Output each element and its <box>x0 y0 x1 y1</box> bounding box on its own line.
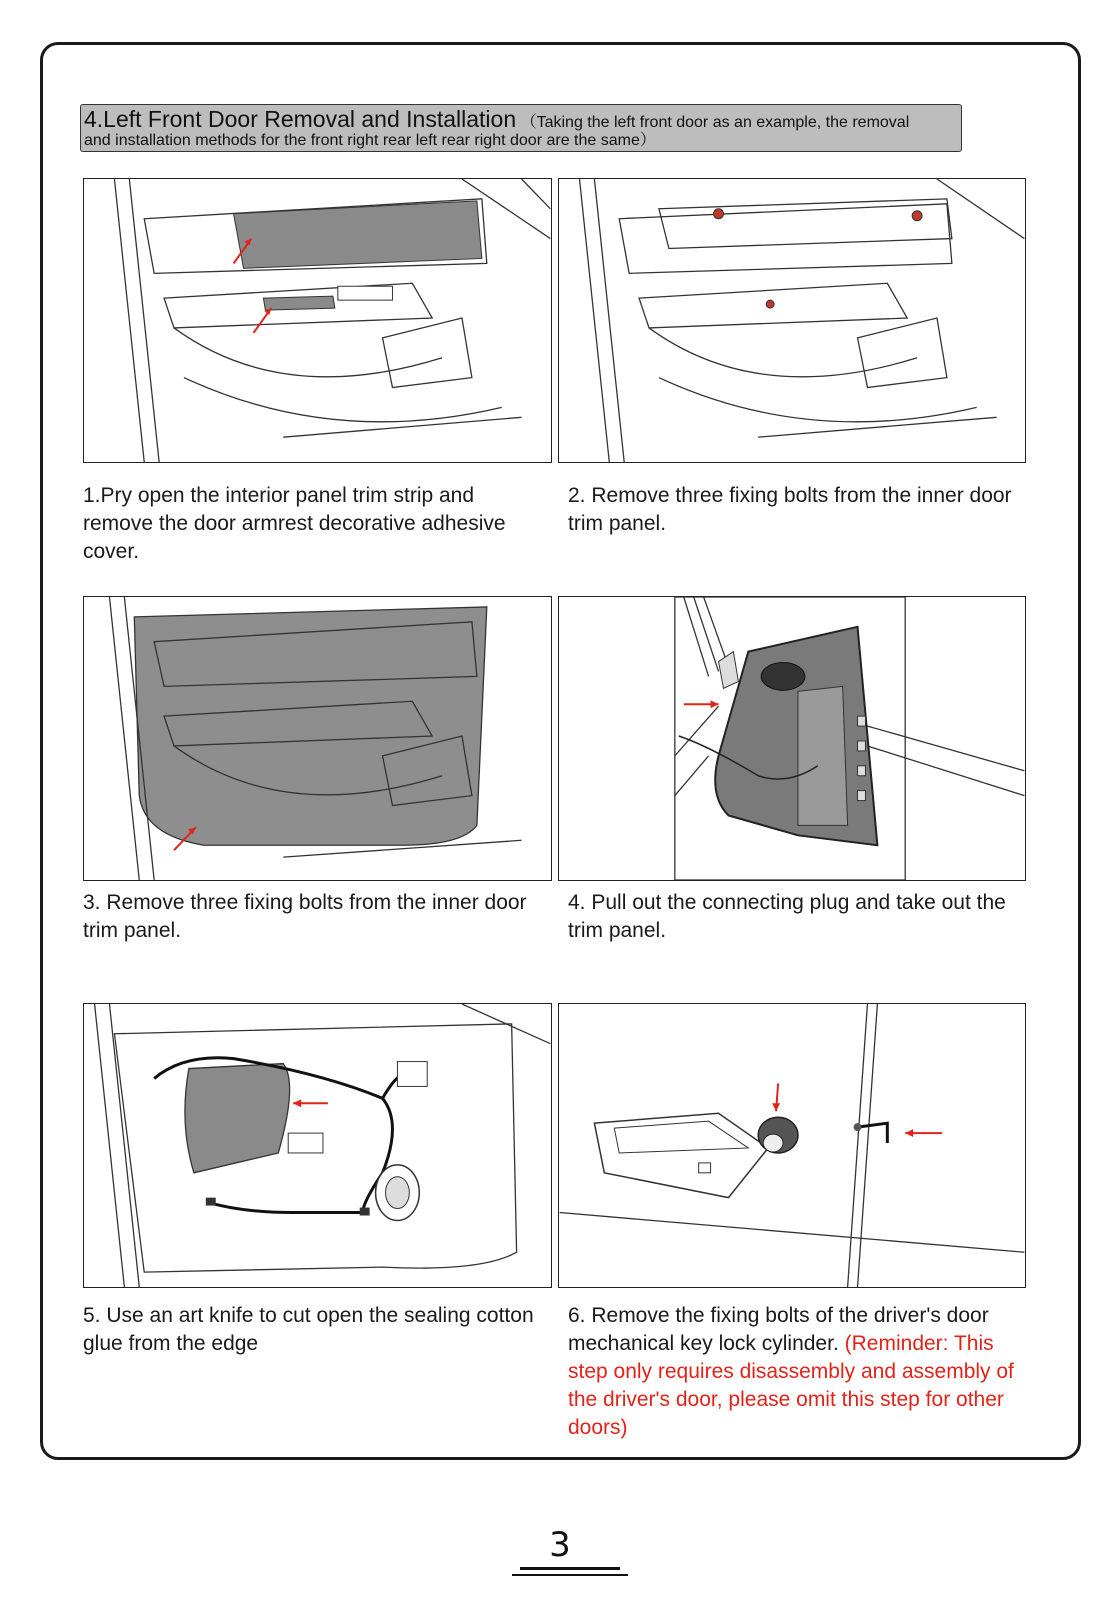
page-number: 3 <box>549 1525 571 1565</box>
step-6-figure <box>558 1003 1026 1288</box>
title-note-line2: and installation methods for the front right rear left rear right door are the same <box>84 132 640 149</box>
step-1-figure <box>83 178 552 463</box>
title-note-line1: Taking the left front door as an example, the removal <box>536 114 910 131</box>
step-6-caption-text: 6. Remove the fixing bolts of the driver's door mechanical key lock cylinder. <box>568 1304 989 1355</box>
step-2-caption: 2. Remove three fixing bolts from the inner door trim panel. <box>568 484 1012 535</box>
step-6-caption <box>568 1302 1038 1442</box>
bolt-marker <box>912 211 922 221</box>
step-1-caption: 1.Pry open the interior panel trim strip and remove the door armrest decorative adhesive cover. <box>83 484 506 563</box>
door-trim-bolts-illustration <box>559 179 1025 462</box>
door-trim-illustration <box>84 179 551 462</box>
step-4-figure <box>558 596 1026 881</box>
step-6-reminder: (Reminder: This step only requires disassembly and assembly of the driver's door, please omit this step for other doors) <box>568 1332 1014 1439</box>
speaker-icon <box>761 663 805 691</box>
step-3-figure <box>83 596 552 881</box>
trim-panel-plug-illustration <box>559 597 1025 880</box>
sealing-cotton-illustration <box>84 1004 551 1287</box>
step-3-caption: 3. Remove three fixing bolts from the inner door trim panel. <box>83 891 527 942</box>
page-number-rule-2 <box>512 1574 628 1576</box>
step-4-caption: 4. Pull out the connecting plug and take out the trim panel. <box>568 891 1006 942</box>
bolt-marker <box>714 209 724 219</box>
page-number-rule <box>520 1567 620 1570</box>
bolt-marker <box>766 300 774 308</box>
door-panel-shaded-illustration <box>84 597 551 880</box>
section-title-box <box>80 104 962 152</box>
step-2-figure <box>558 178 1026 463</box>
step-5-figure <box>83 1003 552 1288</box>
step-5-caption: 5. Use an art knife to cut open the sealing cotton glue from the edge <box>83 1304 534 1355</box>
title-note-open: （ <box>520 114 537 131</box>
key-lock-cylinder-illustration <box>559 1004 1025 1287</box>
section-title: 4.Left Front Door Removal and Installation <box>84 106 517 132</box>
title-note-close: ） <box>639 132 656 149</box>
